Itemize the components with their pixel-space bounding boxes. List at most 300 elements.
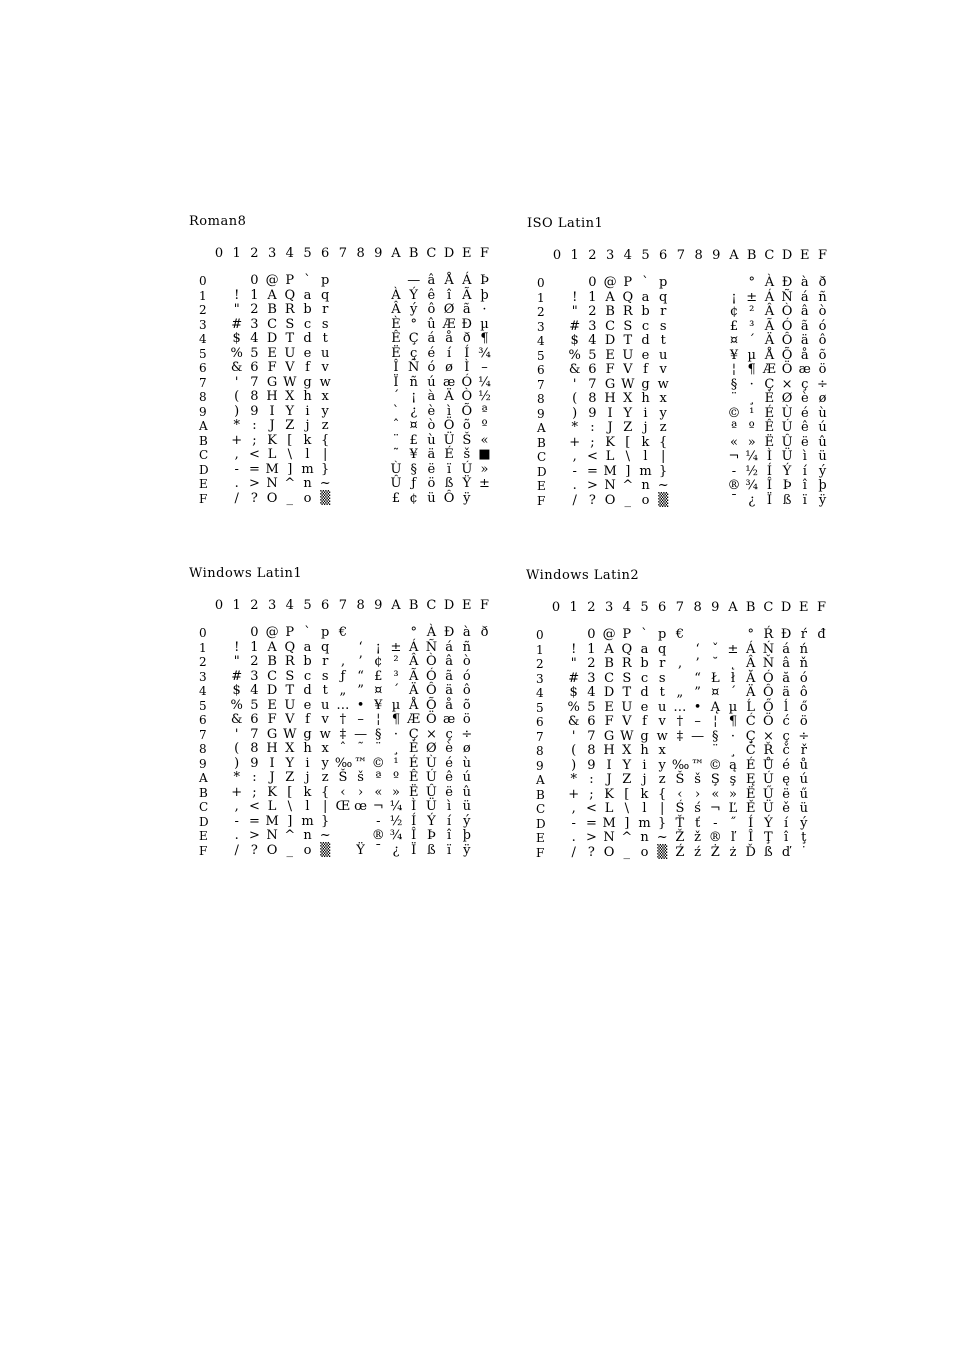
char-cell: o — [303, 490, 312, 506]
char-cell: $ — [232, 683, 241, 698]
char-cell: Ú — [461, 461, 473, 477]
char-cell: Ç — [745, 728, 756, 744]
column-header: A — [729, 248, 739, 263]
char-cell: M — [265, 461, 279, 477]
char-cell: u — [321, 697, 330, 713]
char-cell: « — [374, 784, 383, 800]
char-cell: n — [640, 830, 649, 845]
char-cell: ¦ — [731, 362, 737, 377]
char-cell: r — [322, 654, 329, 669]
char-cell: q — [321, 639, 330, 655]
char-cell: è — [445, 741, 453, 756]
char-cell: ŕ — [800, 627, 807, 642]
char-cell: Â — [764, 304, 775, 319]
char-cell: ä — [800, 333, 809, 348]
char-cell: ▒ — [658, 492, 669, 508]
char-cell: Î — [393, 360, 399, 375]
char-cell: ű — [799, 786, 808, 802]
char-cell: n — [303, 476, 312, 491]
char-cell: I — [269, 403, 275, 419]
char-cell: ¿ — [410, 403, 418, 419]
char-cell: Ì — [766, 449, 772, 464]
row-header: 0 — [537, 276, 545, 290]
char-cell: n — [641, 478, 650, 493]
char-cell: ´ — [729, 685, 737, 700]
row-header: A — [199, 771, 208, 785]
char-cell: : — [252, 418, 257, 433]
column-header: E — [462, 598, 472, 613]
char-cell: Í — [766, 463, 772, 479]
char-cell: x — [659, 391, 667, 406]
char-cell: e — [640, 699, 649, 715]
char-cell: % — [568, 347, 581, 363]
char-cell: v — [321, 360, 329, 375]
row-header: 6 — [199, 713, 207, 727]
char-cell: ½ — [745, 463, 758, 479]
char-cell: Ť — [675, 815, 685, 831]
char-cell: ß — [444, 476, 454, 491]
char-cell: µ — [391, 697, 401, 713]
char-cell: § — [712, 728, 719, 744]
char-cell: ä — [782, 685, 790, 700]
char-cell: ; — [252, 432, 257, 448]
row-header: B — [199, 785, 208, 800]
char-cell: Š — [462, 432, 472, 448]
column-header: C — [426, 598, 437, 613]
char-cell: Ă — [745, 670, 756, 686]
char-cell: x — [321, 389, 329, 404]
char-cell: $ — [232, 331, 241, 346]
char-cell: Þ — [426, 828, 436, 843]
char-cell: d — [303, 683, 312, 698]
row-header: 5 — [537, 348, 545, 363]
char-cell: - — [234, 461, 239, 477]
column-header: A — [728, 600, 738, 615]
char-cell: é — [427, 345, 436, 361]
char-cell: ø — [445, 360, 453, 375]
char-cell: g — [303, 726, 312, 742]
table-title: Windows Latin1 — [189, 566, 303, 581]
char-cell: ¦ — [376, 712, 381, 727]
char-cell: G — [266, 726, 278, 742]
char-cell: , — [572, 449, 577, 464]
char-cell: µ — [747, 347, 756, 363]
char-cell: N — [266, 476, 278, 491]
char-cell: { — [659, 434, 668, 450]
char-cell: – — [357, 712, 364, 727]
char-cell: ¢ — [374, 654, 383, 669]
char-cell: = — [586, 463, 598, 479]
char-cell: ~ — [319, 476, 331, 491]
char-cell: ă — [782, 670, 790, 686]
char-cell: ‡ — [339, 726, 347, 742]
char-cell: S — [622, 670, 632, 686]
char-cell: s — [659, 318, 667, 334]
char-cell: [ — [287, 432, 293, 448]
char-cell: % — [567, 699, 580, 715]
char-cell: 6 — [588, 362, 597, 377]
char-cell: £ — [729, 318, 739, 334]
char-cell: g — [303, 374, 312, 390]
char-cell: 5 — [587, 699, 596, 715]
char-cell: © — [727, 405, 741, 421]
char-cell: ` — [642, 275, 649, 290]
char-cell: † — [676, 714, 684, 729]
char-cell: › — [694, 786, 701, 802]
char-cell: - — [571, 815, 576, 831]
row-header: B — [537, 435, 546, 450]
char-cell: ô — [818, 333, 827, 348]
char-cell: þ — [818, 478, 827, 493]
char-cell: é — [782, 757, 790, 773]
char-cell: ” — [694, 685, 701, 700]
char-cell: ¤ — [711, 685, 720, 700]
char-cell: - — [713, 815, 718, 831]
char-cell: ] — [287, 461, 293, 477]
char-cell: ¨ — [375, 741, 382, 756]
char-cell: S — [623, 318, 633, 334]
char-cell: â — [427, 273, 436, 288]
char-cell: V — [622, 714, 632, 729]
column-header: 8 — [356, 598, 365, 613]
column-header: D — [781, 248, 793, 263]
char-cell: _ — [623, 844, 631, 860]
char-cell: * — [233, 770, 240, 785]
char-cell: L — [604, 801, 614, 816]
row-header: 1 — [199, 640, 207, 655]
column-header: E — [800, 248, 810, 263]
char-cell: ö — [818, 362, 827, 377]
char-cell: º — [481, 418, 488, 433]
char-cell: . — [571, 830, 576, 845]
char-cell: Q — [284, 287, 296, 303]
char-cell: j — [643, 420, 648, 435]
char-cell: Ê — [764, 420, 775, 435]
char-cell: u — [658, 699, 667, 715]
char-cell: á — [800, 289, 809, 305]
char-cell: D — [604, 333, 616, 348]
char-cell: z — [321, 418, 329, 433]
char-cell: × — [425, 726, 437, 742]
char-cell: z — [321, 770, 329, 785]
char-cell: ý — [818, 463, 827, 479]
char-cell: * — [571, 420, 578, 435]
char-cell: ù — [462, 755, 471, 771]
char-cell: õ — [462, 697, 471, 713]
char-cell: Â — [391, 302, 401, 317]
char-cell: Ä — [408, 683, 419, 698]
char-cell: ¢ — [729, 304, 739, 319]
char-cell: í — [784, 815, 789, 831]
char-cell: Ã — [462, 287, 472, 303]
char-cell: m — [301, 813, 314, 829]
table-title: ISO Latin1 — [527, 216, 604, 231]
char-cell: T — [623, 333, 633, 348]
char-cell: Ù — [425, 755, 437, 771]
char-cell: ‹ — [340, 784, 346, 800]
char-cell: ß — [764, 844, 773, 860]
char-cell: J — [269, 770, 275, 785]
char-cell: t — [322, 331, 328, 346]
char-cell: - — [731, 463, 737, 479]
char-cell: “ — [357, 668, 364, 684]
char-cell: k — [640, 786, 649, 802]
column-header: 6 — [321, 598, 330, 613]
column-header: 6 — [321, 246, 330, 261]
char-cell: { — [658, 786, 667, 802]
char-cell: ü — [427, 490, 436, 506]
char-cell: ? — [250, 490, 258, 506]
char-cell: t — [659, 685, 665, 700]
char-cell: Ú — [762, 772, 774, 787]
char-cell: ø — [462, 741, 471, 756]
char-cell: & — [568, 362, 581, 377]
char-cell: I — [269, 755, 275, 771]
char-cell: ã — [800, 318, 809, 334]
char-cell: Ú — [425, 770, 437, 785]
char-cell: D — [603, 685, 615, 700]
char-cell: Ô — [781, 333, 793, 348]
char-cell: ¡ — [731, 289, 737, 305]
char-cell: Ë — [391, 345, 401, 361]
char-cell: Á — [745, 641, 756, 657]
char-cell: à — [462, 625, 471, 640]
char-cell: C — [604, 670, 615, 686]
char-cell: ÿ — [463, 842, 471, 858]
char-cell: P — [623, 275, 633, 290]
char-cell: ÿ — [818, 492, 827, 508]
char-cell: < — [248, 447, 260, 462]
char-cell: ' — [234, 374, 239, 390]
char-cell: 2 — [250, 654, 259, 669]
char-cell: Ş — [710, 772, 720, 787]
char-cell: - — [234, 813, 239, 829]
char-cell: Ů — [762, 757, 774, 773]
char-cell: á — [445, 639, 453, 655]
char-cell: z — [658, 772, 666, 787]
column-header: E — [799, 600, 809, 615]
char-cell: ź — [694, 844, 702, 860]
column-header: 1 — [232, 246, 241, 261]
char-cell: C — [267, 668, 278, 684]
row-header: 5 — [199, 698, 207, 713]
char-cell: Ó — [426, 668, 437, 684]
row-header: 4 — [199, 684, 207, 698]
char-cell: M — [602, 815, 616, 831]
char-cell: ¾ — [478, 345, 491, 361]
char-cell: F — [267, 360, 277, 375]
char-cell: ^ — [622, 478, 634, 493]
row-header: D — [199, 462, 209, 477]
char-cell: i — [643, 405, 648, 421]
row-header: 8 — [199, 390, 207, 404]
char-cell: î — [447, 828, 452, 843]
char-cell: $ — [569, 685, 578, 700]
char-cell: º — [748, 420, 755, 435]
char-cell: Ó — [763, 670, 774, 686]
char-cell: Æ — [407, 712, 421, 727]
row-header: D — [537, 464, 547, 479]
row-header: 2 — [536, 657, 544, 671]
column-header: 2 — [587, 600, 596, 615]
char-cell: ] — [625, 463, 631, 479]
char-cell: K — [604, 786, 614, 802]
char-cell: ” — [357, 683, 364, 698]
column-header: 6 — [659, 248, 668, 263]
char-cell: Á — [764, 289, 775, 305]
char-cell: # — [569, 318, 581, 334]
char-cell: w — [319, 726, 331, 742]
row-header: E — [536, 831, 545, 845]
char-cell: < — [248, 799, 260, 814]
char-cell: Ô — [763, 685, 774, 700]
char-cell: É — [444, 447, 454, 462]
char-cell: ¯ — [375, 842, 382, 858]
char-cell: S — [285, 668, 295, 684]
char-cell: ö — [462, 712, 471, 727]
table-title: Windows Latin2 — [526, 568, 640, 583]
char-cell: Ñ — [408, 360, 420, 375]
char-cell: ì — [802, 449, 807, 464]
row-header: 8 — [199, 742, 207, 756]
char-cell: é — [445, 755, 453, 771]
char-cell: < — [586, 449, 598, 464]
char-cell: \ — [287, 447, 292, 462]
char-cell: Ó — [461, 374, 473, 390]
char-cell: î — [447, 287, 452, 303]
char-cell: Á — [462, 273, 472, 288]
char-cell: G — [603, 728, 615, 744]
char-cell: r — [660, 304, 667, 319]
char-cell: f — [305, 360, 310, 375]
char-cell: † — [339, 712, 347, 727]
char-cell: ý — [410, 302, 418, 317]
column-header: F — [479, 598, 490, 613]
char-cell: ± — [479, 476, 490, 491]
char-cell: G — [266, 374, 278, 390]
row-header: E — [537, 479, 546, 493]
char-cell: ä — [445, 683, 453, 698]
char-cell: ~ — [656, 830, 668, 845]
char-cell: L — [605, 449, 615, 464]
char-cell: ç — [445, 726, 453, 742]
column-header: 4 — [285, 246, 294, 261]
char-cell: ü — [799, 801, 808, 816]
char-cell: ` — [304, 273, 311, 288]
char-cell: Ï — [393, 374, 399, 390]
char-cell: Ď — [745, 844, 756, 860]
char-cell: R — [284, 302, 295, 317]
char-cell: Â — [408, 654, 419, 669]
char-cell: 3 — [250, 316, 259, 332]
char-cell: ţ — [801, 830, 807, 845]
char-cell: U — [284, 345, 296, 361]
char-cell: ˇ — [712, 641, 719, 657]
char-cell: Å — [444, 273, 454, 288]
char-cell: õ — [462, 418, 471, 433]
char-cell: Å — [408, 697, 419, 713]
char-cell: s — [321, 668, 329, 684]
char-cell: ï — [447, 842, 452, 858]
char-cell: ď — [781, 844, 791, 860]
char-cell: J — [269, 418, 275, 433]
column-header: 1 — [232, 598, 241, 613]
char-cell: ń — [799, 641, 808, 657]
char-cell: ¼ — [745, 449, 758, 464]
column-header: 8 — [356, 246, 365, 261]
char-cell: ± — [390, 639, 402, 655]
char-cell: ® — [727, 478, 741, 493]
char-cell: A — [604, 641, 614, 657]
char-cell: © — [708, 757, 722, 773]
char-cell: / — [234, 842, 239, 858]
char-cell: ś — [694, 801, 701, 816]
char-cell: 7 — [588, 376, 597, 392]
char-cell: ] — [624, 815, 630, 831]
char-cell: Æ — [442, 316, 456, 332]
char-cell: M — [603, 463, 617, 479]
char-cell: ˙ — [800, 844, 808, 860]
char-cell: ? — [250, 842, 258, 858]
char-cell: ç — [801, 376, 809, 392]
char-cell: „ — [339, 683, 347, 698]
char-cell: ! — [572, 289, 578, 305]
char-cell: Ç — [408, 726, 419, 742]
char-cell: C — [605, 318, 616, 334]
char-cell: Ç — [408, 331, 419, 346]
char-cell: [ — [624, 786, 630, 802]
char-cell: ó — [818, 318, 827, 334]
char-cell: / — [571, 844, 576, 860]
char-cell: | — [322, 799, 328, 814]
char-cell: [ — [625, 434, 631, 450]
row-header: 6 — [537, 363, 545, 377]
char-cell: I — [606, 757, 612, 773]
char-cell: § — [410, 461, 417, 477]
char-cell: û — [818, 434, 827, 450]
column-header: A — [391, 598, 401, 613]
char-cell: ' — [234, 726, 239, 742]
char-cell: 7 — [587, 728, 596, 744]
char-cell: > — [248, 476, 260, 491]
char-cell: á — [427, 331, 436, 346]
char-cell: ð — [818, 275, 827, 290]
char-cell: A — [267, 287, 277, 303]
char-cell: û — [427, 316, 436, 332]
char-cell: Ô — [443, 490, 455, 506]
char-cell: ? — [588, 492, 596, 508]
char-cell: p — [658, 627, 667, 642]
char-cell: ¼ — [478, 374, 491, 390]
table-title: Roman8 — [189, 214, 247, 229]
char-cell: Z — [623, 420, 633, 435]
char-cell: Õ — [461, 403, 473, 419]
char-cell: á — [782, 641, 790, 657]
char-cell: ő — [799, 699, 808, 715]
column-header: 4 — [623, 248, 632, 263]
char-cell: I — [607, 405, 613, 421]
char-cell: å — [445, 697, 453, 713]
char-cell: G — [604, 376, 616, 392]
row-header: 6 — [536, 715, 544, 729]
char-cell: » — [480, 461, 489, 477]
row-header: C — [199, 448, 209, 462]
char-cell: ð — [462, 331, 471, 346]
char-cell: É — [745, 757, 756, 773]
char-cell: Ù — [781, 405, 793, 421]
char-cell: Â — [745, 656, 756, 671]
char-cell: R — [622, 304, 633, 319]
